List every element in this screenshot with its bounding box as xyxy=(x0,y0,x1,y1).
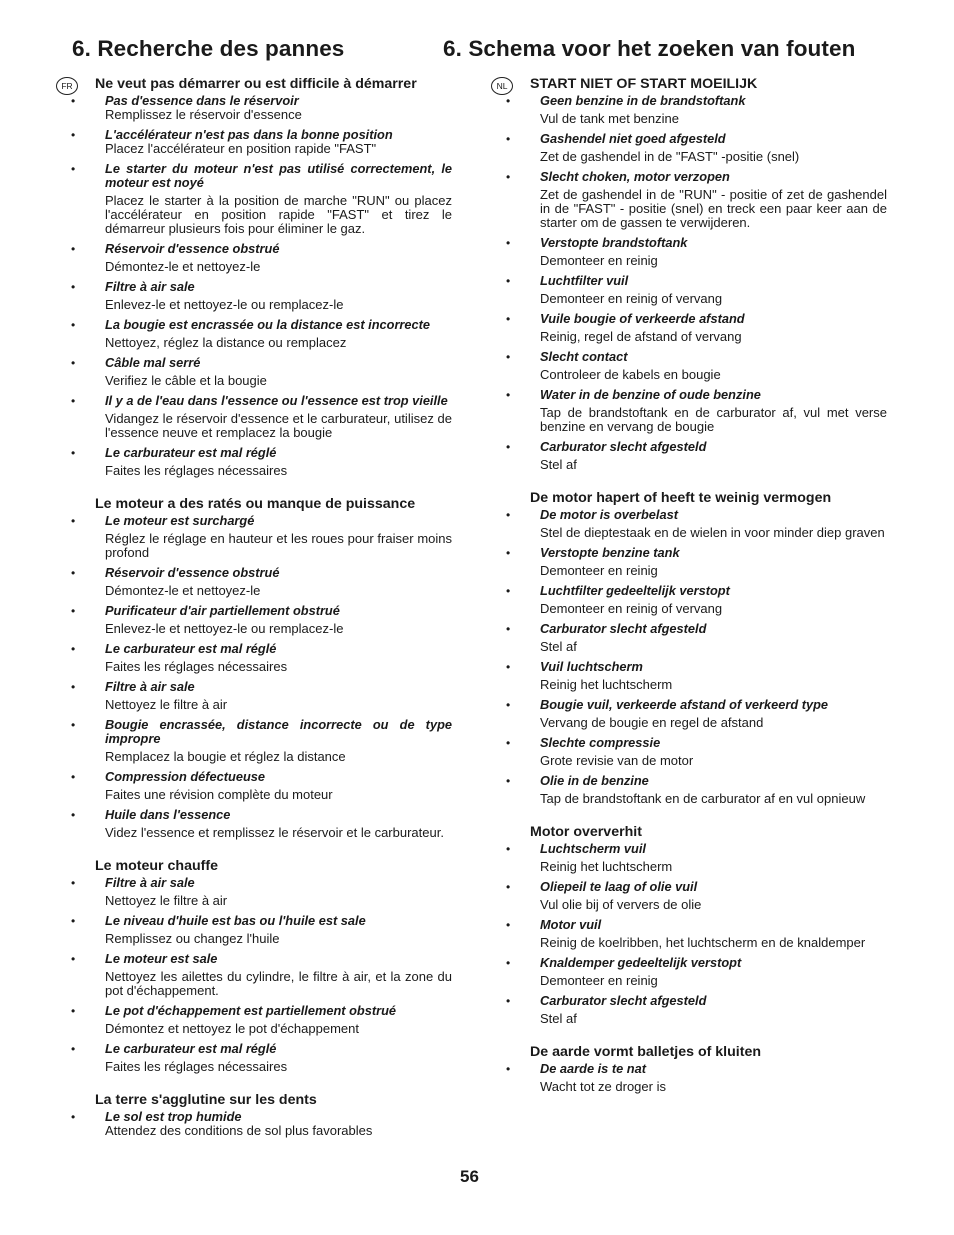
problem-cause: Il y a de l'eau dans l'essence ou l'essence est trop vieille xyxy=(105,393,448,408)
bullet-icon: • xyxy=(506,660,511,674)
problem-cause: De motor is overbelast xyxy=(540,507,678,522)
problem-remedy: Démontez et nettoyez le pot d'échappement xyxy=(105,1021,359,1036)
bullet-icon: • xyxy=(71,318,76,332)
problem-remedy: Videz l'essence et remplissez le réservoir et le carburateur. xyxy=(105,825,444,840)
list-item xyxy=(71,161,452,236)
problem-remedy: Demonteer en reinig xyxy=(540,563,658,578)
list-item xyxy=(71,445,452,478)
bullet-icon: • xyxy=(71,952,76,966)
problem-cause: L'accélérateur n'est pas dans la bonne position xyxy=(105,127,393,142)
bullet-icon: • xyxy=(71,242,76,256)
problem-cause: Bougie encrassée, distance incorrecte ou de type impropre xyxy=(105,717,452,746)
section-title: De motor hapert of heeft te weinig vermogen xyxy=(530,490,832,506)
problem-cause: Knaldemper gedeeltelijk verstopt xyxy=(540,955,742,970)
problem-remedy: Grote revisie van de motor xyxy=(540,753,694,768)
list-item xyxy=(506,169,887,230)
problem-remedy: Démontez-le et nettoyez-le xyxy=(105,259,261,274)
problem-remedy: Zet de gashendel in de "RUN" - positie of zet de gashendel in de "FAST" - positie (snel) en treck een paar keer aan de starter om de gassen te verwijderen. xyxy=(540,187,887,230)
problem-remedy: Demonteer en reinig of vervang xyxy=(540,601,723,616)
problem-cause: Vuile bougie of verkeerde afstand xyxy=(540,311,745,326)
column-fr xyxy=(56,76,452,1156)
problem-remedy: Stel de dieptestaak en de wielen in voor minder diep graven xyxy=(540,525,885,540)
problem-remedy: Nettoyez les ailettes du cylindre, le filtre à air, et la zone du pot d'échappement. xyxy=(105,969,452,998)
list-item xyxy=(506,235,887,268)
nl-sections xyxy=(491,76,887,1094)
problem-cause: Slechte compressie xyxy=(540,735,661,750)
problem-cause: La bougie est encrassée ou la distance est incorrecte xyxy=(105,317,431,332)
bullet-icon: • xyxy=(506,170,511,184)
problem-cause: Le pot d'échappement est partiellement obstrué xyxy=(105,1003,397,1018)
problem-cause: Vuil luchtscherm xyxy=(540,659,643,674)
bullet-icon: • xyxy=(71,718,76,732)
list-item xyxy=(506,697,887,730)
bullet-icon: • xyxy=(506,842,511,856)
problem-remedy: Vul de tank met benzine xyxy=(540,111,679,126)
problem-cause: Carburator slecht afgesteld xyxy=(540,439,707,454)
problem-remedy: Nettoyez le filtre à air xyxy=(105,893,228,908)
bullet-icon: • xyxy=(71,356,76,370)
list-item xyxy=(506,993,887,1026)
list-item xyxy=(71,241,452,274)
bullet-icon: • xyxy=(71,446,76,460)
nl-language-icon: NL xyxy=(491,77,513,95)
problem-remedy: Faites les réglages nécessaires xyxy=(105,463,288,478)
problem-cause: Pas d'essence dans le réservoir xyxy=(105,93,299,108)
troubleshoot-section xyxy=(56,76,452,478)
bullet-icon: • xyxy=(506,350,511,364)
list-item xyxy=(71,279,452,312)
bullet-icon: • xyxy=(506,94,511,108)
bullet-icon: • xyxy=(506,274,511,288)
problem-cause: Filtre à air sale xyxy=(105,679,195,694)
problem-cause: Réservoir d'essence obstrué xyxy=(105,565,280,580)
problem-remedy: Reinig het luchtscherm xyxy=(540,677,673,692)
problem-remedy: Demonteer en reinig of vervang xyxy=(540,291,723,306)
bullet-icon: • xyxy=(71,1004,76,1018)
troubleshoot-section xyxy=(56,858,452,1074)
list-item xyxy=(506,659,887,692)
bullet-icon: • xyxy=(71,128,76,142)
list-item xyxy=(71,565,452,598)
list-item xyxy=(506,273,887,306)
bullet-icon: • xyxy=(71,914,76,928)
problem-remedy: Controleer de kabels en bougie xyxy=(540,367,721,382)
list-item xyxy=(506,439,887,472)
troubleshoot-section xyxy=(56,496,452,840)
list-item xyxy=(506,131,887,164)
list-item xyxy=(71,679,452,712)
bullet-icon: • xyxy=(506,774,511,788)
list-item xyxy=(506,955,887,988)
problem-cause: Bougie vuil, verkeerde afstand of verkeerd type xyxy=(540,697,829,712)
problem-cause: Motor vuil xyxy=(540,917,602,932)
problem-remedy: Reinig de koelribben, het luchtscherm en de knaldemper xyxy=(540,935,866,950)
problem-remedy: Vidangez le réservoir d'essence et le carburateur, utilisez de l'essence neuve et remplacez la bougie xyxy=(105,411,452,440)
list-item xyxy=(506,879,887,912)
problem-cause: Le niveau d'huile est bas ou l'huile est sale xyxy=(105,913,366,928)
list-item xyxy=(506,917,887,950)
list-item xyxy=(71,913,452,946)
problem-cause: Slecht choken, motor verzopen xyxy=(540,169,730,184)
bullet-icon: • xyxy=(506,918,511,932)
problem-remedy: Demonteer en reinig xyxy=(540,973,658,988)
bullet-icon: • xyxy=(506,312,511,326)
bullet-icon: • xyxy=(506,584,511,598)
bullet-icon: • xyxy=(506,388,511,402)
problem-cause: Filtre à air sale xyxy=(105,875,195,890)
bullet-icon: • xyxy=(506,546,511,560)
troubleshoot-section xyxy=(491,76,887,472)
list-item xyxy=(506,387,887,434)
section-title: Le moteur a des ratés ou manque de puissance xyxy=(95,496,416,512)
problem-cause: Luchtfilter vuil xyxy=(540,273,629,288)
list-item xyxy=(506,507,887,540)
problem-remedy: Faites les réglages nécessaires xyxy=(105,1059,288,1074)
list-item xyxy=(71,951,452,998)
problem-cause: Le carburateur est mal réglé xyxy=(105,445,277,460)
problem-cause: Compression défectueuse xyxy=(105,769,266,784)
problem-cause: Oliepeil te laag of olie vuil xyxy=(540,879,698,894)
list-item xyxy=(71,393,452,440)
bullet-icon: • xyxy=(506,236,511,250)
problem-cause: Le starter du moteur n'est pas utilisé correctement, le moteur est noyé xyxy=(105,161,452,190)
problem-remedy: Remplissez le réservoir d'essence xyxy=(105,107,302,122)
section-title: Le moteur chauffe xyxy=(95,858,218,874)
problem-remedy: Stel af xyxy=(540,639,577,654)
bullet-icon: • xyxy=(506,622,511,636)
problem-cause: De aarde is te nat xyxy=(540,1061,646,1076)
problem-cause: Huile dans l'essence xyxy=(105,807,231,822)
problem-cause: Verstopte benzine tank xyxy=(540,545,680,560)
problem-cause: Filtre à air sale xyxy=(105,279,195,294)
section-title: Ne veut pas démarrer ou est difficile à démarrer xyxy=(95,76,417,92)
list-item xyxy=(71,641,452,674)
section-title: START NIET OF START MOEILIJK xyxy=(530,76,758,92)
bullet-icon: • xyxy=(506,698,511,712)
problem-remedy: Zet de gashendel in de "FAST" -positie (snel) xyxy=(540,149,800,164)
list-item xyxy=(71,127,452,156)
list-item xyxy=(71,93,452,122)
list-item xyxy=(506,349,887,382)
problem-remedy: Réglez le réglage en hauteur et les roues pour fraiser moins profond xyxy=(105,531,452,560)
troubleshoot-section xyxy=(491,1044,887,1094)
fr-sections xyxy=(56,76,452,1138)
problem-remedy: Reinig het luchtscherm xyxy=(540,859,673,874)
list-item xyxy=(506,1061,887,1094)
section-title: De aarde vormt balletjes of kluiten xyxy=(530,1044,762,1060)
bullet-icon: • xyxy=(71,514,76,528)
bullet-icon: • xyxy=(506,994,511,1008)
problem-remedy: Remplissez ou changez l'huile xyxy=(105,931,280,946)
list-item xyxy=(71,875,452,908)
problem-remedy: Reinig, regel de afstand of vervang xyxy=(540,329,742,344)
bullet-icon: • xyxy=(71,876,76,890)
column-nl xyxy=(491,76,887,1112)
section-title: La terre s'agglutine sur les dents xyxy=(95,1092,317,1108)
bullet-icon: • xyxy=(506,1062,511,1076)
list-item xyxy=(506,583,887,616)
problem-remedy: Placez le starter à la position de marche "RUN" ou placez l'accélérateur en position rapide "FAST" et tirez le démarreur plusieurs fois pour éliminer le gaz. xyxy=(105,193,452,236)
page-title-fr: 6. Recherche des pannes xyxy=(72,36,345,61)
problem-remedy: Stel af xyxy=(540,457,577,472)
bullet-icon: • xyxy=(506,440,511,454)
bullet-icon: • xyxy=(506,736,511,750)
list-item xyxy=(71,317,452,350)
problem-cause: Luchtfilter gedeeltelijk verstopt xyxy=(540,583,730,598)
list-item xyxy=(71,1109,452,1138)
problem-cause: Olie in de benzine xyxy=(540,773,649,788)
problem-cause: Le moteur est surchargé xyxy=(105,513,255,528)
bullet-icon: • xyxy=(71,1110,76,1124)
problem-remedy: Tap de brandstoftank en de carburator af, vul met verse benzine en vervang de bougie xyxy=(540,405,887,434)
list-item xyxy=(71,513,452,560)
problem-remedy: Faites une révision complète du moteur xyxy=(105,787,333,802)
problem-remedy: Enlevez-le et nettoyez-le ou remplacez-le xyxy=(105,621,344,636)
bullet-icon: • xyxy=(71,94,76,108)
list-item xyxy=(506,735,887,768)
problem-cause: Le sol est trop humide xyxy=(105,1109,242,1124)
bullet-icon: • xyxy=(506,132,511,146)
problem-cause: Geen benzine in de brandstoftank xyxy=(540,93,746,108)
problem-remedy: Faites les réglages nécessaires xyxy=(105,659,288,674)
problem-remedy: Enlevez-le et nettoyez-le ou remplacez-le xyxy=(105,297,344,312)
problem-cause: Le carburateur est mal réglé xyxy=(105,641,277,656)
list-item xyxy=(71,1003,452,1036)
bullet-icon: • xyxy=(71,770,76,784)
list-item xyxy=(506,311,887,344)
bullet-icon: • xyxy=(71,808,76,822)
problem-cause: Réservoir d'essence obstrué xyxy=(105,241,280,256)
bullet-icon: • xyxy=(506,508,511,522)
list-item xyxy=(506,545,887,578)
bullet-icon: • xyxy=(71,1042,76,1056)
problem-cause: Purificateur d'air partiellement obstrué xyxy=(105,603,340,618)
problem-remedy: Vul olie bij of ververs de olie xyxy=(540,897,702,912)
problem-remedy: Demonteer en reinig xyxy=(540,253,658,268)
list-item xyxy=(506,773,887,806)
problem-cause: Slecht contact xyxy=(540,349,628,364)
section-title: Motor oververhit xyxy=(530,824,642,840)
list-item xyxy=(71,355,452,388)
list-item xyxy=(506,93,887,126)
problem-remedy: Wacht tot ze droger is xyxy=(540,1079,666,1094)
problem-remedy: Attendez des conditions de sol plus favorables xyxy=(105,1123,373,1138)
problem-remedy: Remplacez la bougie et réglez la distance xyxy=(105,749,346,764)
problem-remedy: Nettoyez, réglez la distance ou remplacez xyxy=(105,335,347,350)
bullet-icon: • xyxy=(71,642,76,656)
problem-cause: Le carburateur est mal réglé xyxy=(105,1041,277,1056)
bullet-icon: • xyxy=(71,680,76,694)
problem-remedy: Placez l'accélérateur en position rapide "FAST" xyxy=(105,141,377,156)
problem-remedy: Verifiez le câble et la bougie xyxy=(105,373,267,388)
problem-cause: Carburator slecht afgesteld xyxy=(540,993,707,1008)
problem-cause: Gashendel niet goed afgesteld xyxy=(540,131,726,146)
bullet-icon: • xyxy=(506,956,511,970)
page-number: 56 xyxy=(460,1167,479,1186)
list-item xyxy=(71,603,452,636)
problem-remedy: Tap de brandstoftank en de carburator af en vul opnieuw xyxy=(540,791,866,806)
fr-language-icon: FR xyxy=(56,77,78,95)
problem-cause: Verstopte brandstoftank xyxy=(540,235,688,250)
problem-cause: Luchtscherm vuil xyxy=(540,841,646,856)
bullet-icon: • xyxy=(71,280,76,294)
page-title-nl: 6. Schema voor het zoeken van fouten xyxy=(443,36,856,61)
problem-cause: Carburator slecht afgesteld xyxy=(540,621,707,636)
problem-remedy: Vervang de bougie en regel de afstand xyxy=(540,715,764,730)
problem-remedy: Démontez-le et nettoyez-le xyxy=(105,583,261,598)
troubleshoot-section xyxy=(491,490,887,806)
troubleshoot-section xyxy=(56,1092,452,1138)
list-item xyxy=(71,807,452,840)
problem-remedy: Nettoyez le filtre à air xyxy=(105,697,228,712)
bullet-icon: • xyxy=(71,566,76,580)
list-item xyxy=(506,841,887,874)
list-item xyxy=(506,621,887,654)
bullet-icon: • xyxy=(506,880,511,894)
list-item xyxy=(71,717,452,764)
list-item xyxy=(71,769,452,802)
bullet-icon: • xyxy=(71,162,76,176)
problem-cause: Water in de benzine of oude benzine xyxy=(540,387,761,402)
list-item xyxy=(71,1041,452,1074)
problem-cause: Le moteur est sale xyxy=(105,951,218,966)
bullet-icon: • xyxy=(71,394,76,408)
troubleshoot-section xyxy=(491,824,887,1026)
problem-cause: Câble mal serré xyxy=(105,355,201,370)
problem-remedy: Stel af xyxy=(540,1011,577,1026)
bullet-icon: • xyxy=(71,604,76,618)
